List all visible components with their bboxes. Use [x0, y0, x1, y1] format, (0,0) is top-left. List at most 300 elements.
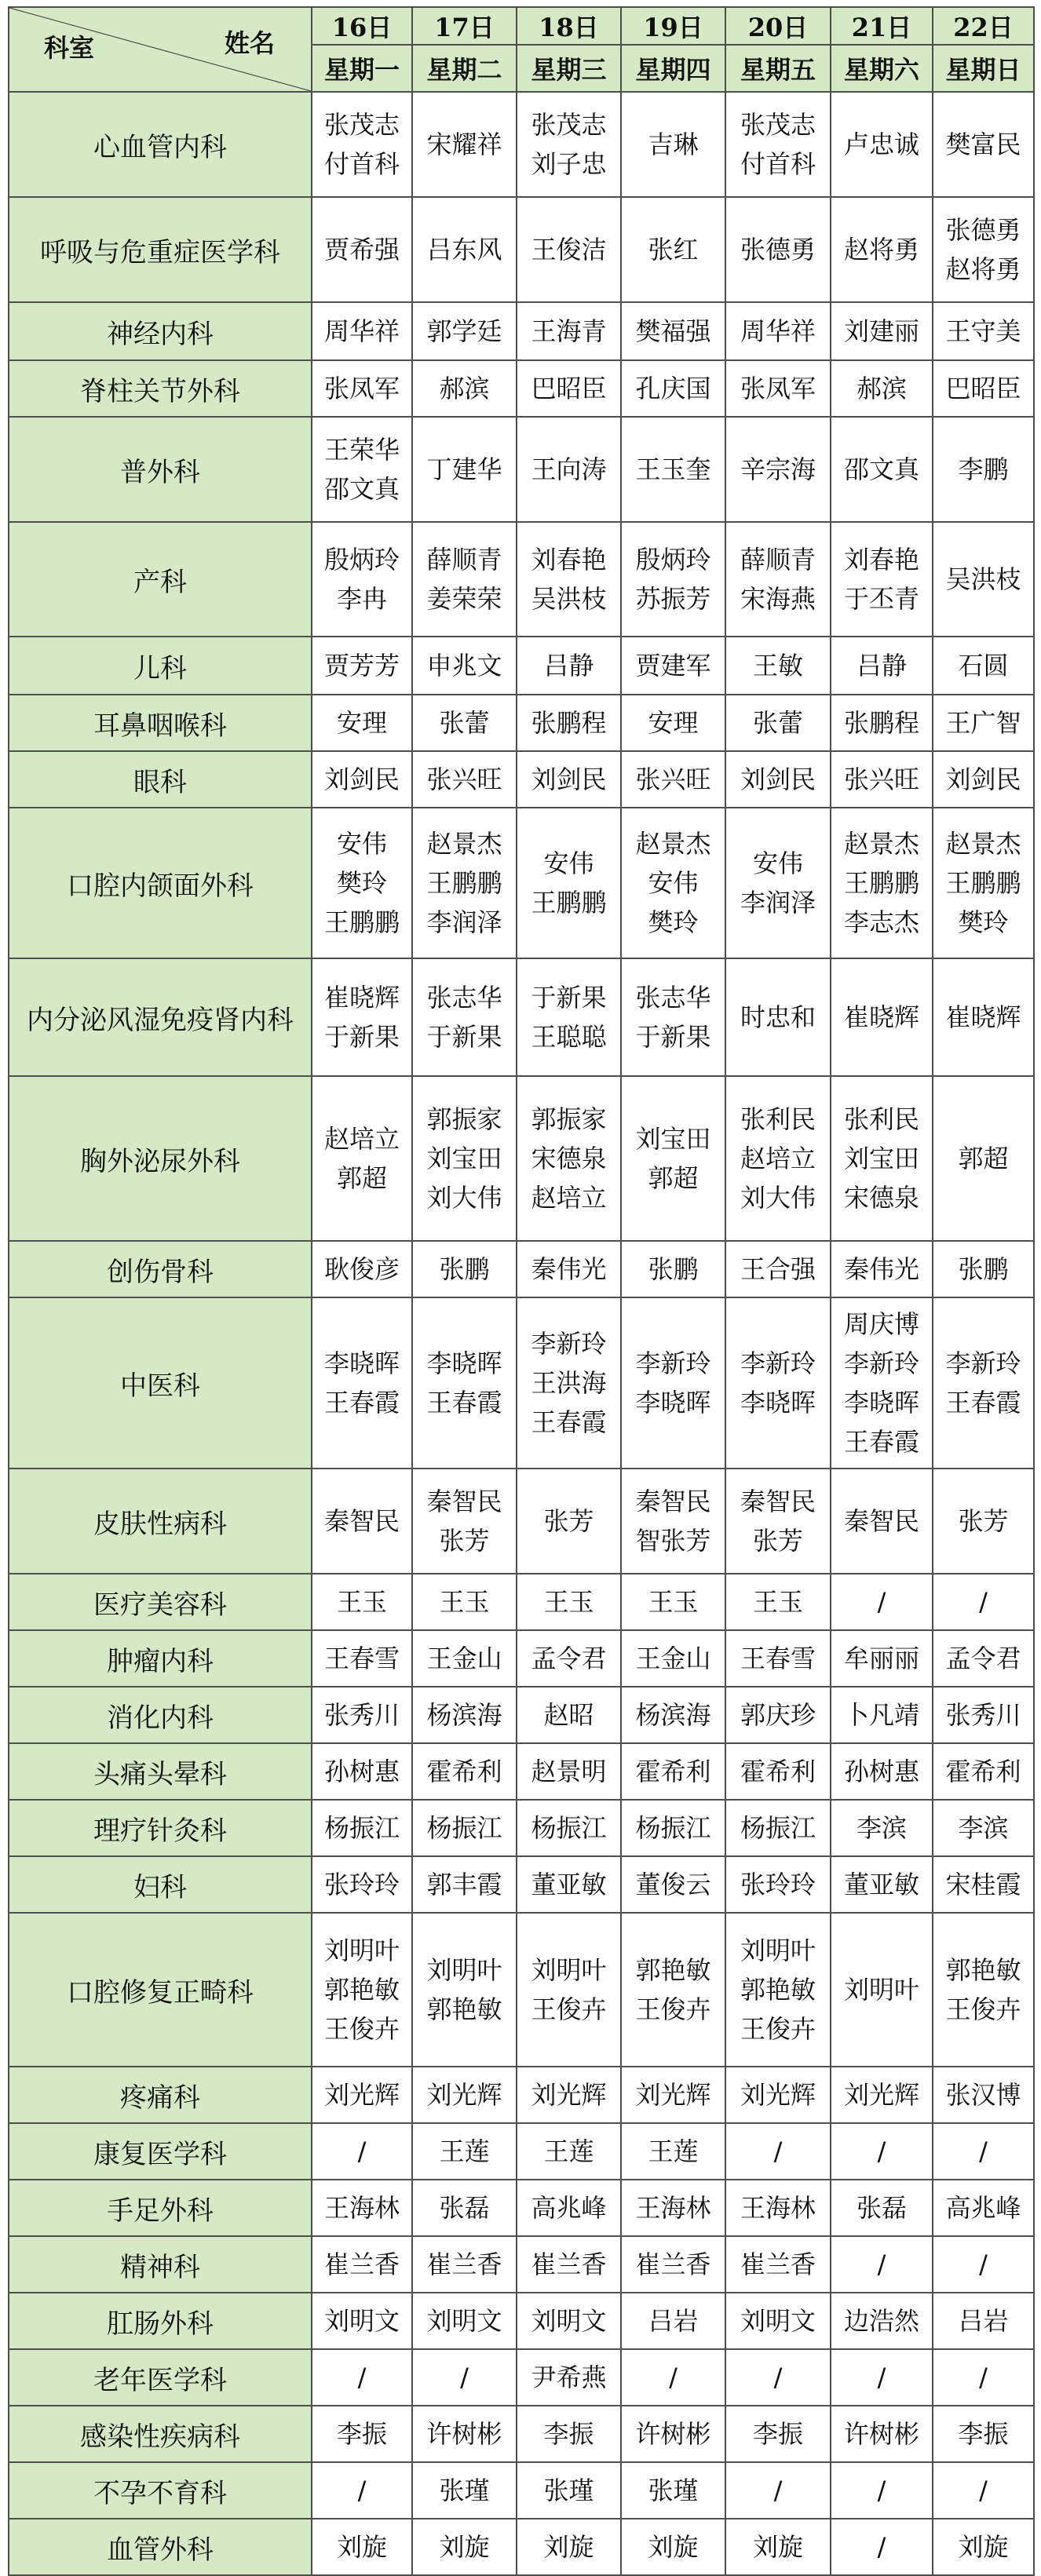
doctor-name: / [877, 2249, 886, 2279]
doctor-name: 王春霞 [843, 1427, 919, 1457]
duty-cell [831, 197, 933, 302]
duty-cell [412, 958, 517, 1076]
duty-cell [312, 1743, 412, 1800]
doctor-name: 张蕾 [752, 708, 803, 738]
duty-cell [412, 302, 517, 360]
doctor-name: 秦伟光 [843, 1254, 919, 1284]
doctor-name: / [877, 2532, 886, 2562]
duty-cell [933, 1743, 1034, 1800]
duty-cell [412, 1297, 517, 1469]
duty-cell [517, 2462, 621, 2519]
doctor-name: 刘光辉 [531, 2080, 607, 2110]
doctor-name: 王鹏鹏 [531, 888, 607, 918]
duty-cell [517, 302, 621, 360]
doctor-name: 孟令君 [945, 1644, 1021, 1673]
doctor-name: 贾希强 [323, 235, 400, 265]
doctor-name: 张兴旺 [843, 764, 919, 794]
schedule-container [8, 6, 1033, 2576]
doctor-name: 郭振家 [531, 1104, 607, 1134]
doctor-name: 张磊 [856, 2193, 907, 2223]
duty-cell [725, 1856, 831, 1913]
weekday-header: 星期一 [312, 45, 412, 92]
department-name: 创伤骨科 [9, 1241, 312, 1297]
doctor-name: / [877, 2363, 886, 2392]
doctor-name: 秦伟光 [531, 1254, 607, 1284]
duty-cell [933, 695, 1034, 751]
duty-cell [725, 1687, 831, 1743]
department-name: 胸外泌尿外科 [9, 1076, 312, 1241]
duty-cell [517, 417, 621, 522]
department-name: 神经内科 [9, 302, 312, 360]
doctor-name: 王鹏鹏 [945, 868, 1021, 898]
doctor-name: 李晓晖 [323, 1348, 400, 1378]
doctor-name: 王金山 [635, 1644, 711, 1673]
doctor-name: 李晓晖 [843, 1388, 919, 1418]
doctor-name: 张磊 [439, 2193, 490, 2223]
duty-cell [933, 1630, 1034, 1687]
table-row [9, 302, 1034, 360]
department-name: 康复医学科 [9, 2123, 312, 2180]
duty-cell [312, 2123, 412, 2180]
department-name: 感染性疾病科 [9, 2406, 312, 2462]
doctor-name: 贾芳芳 [323, 651, 400, 680]
table-row [9, 2462, 1034, 2519]
doctor-name: 王玉 [752, 1587, 803, 1617]
duty-cell [831, 1630, 933, 1687]
duty-cell [621, 751, 725, 808]
duty-cell [312, 1469, 412, 1574]
duty-cell [933, 1297, 1034, 1469]
doctor-name: 郭艳敏 [945, 1955, 1021, 1985]
duty-cell [831, 2349, 933, 2406]
doctor-name: 刘宝田 [843, 1144, 919, 1173]
duty-cell [412, 92, 517, 197]
duty-cell [412, 1241, 517, 1297]
corner-label-department: 科室 [44, 33, 95, 63]
doctor-name: 张志华 [426, 983, 502, 1013]
department-name: 疼痛科 [9, 2067, 312, 2123]
doctor-name: 宋德泉 [531, 1144, 607, 1173]
doctor-name: 孔庆国 [635, 374, 711, 403]
doctor-name: 崔兰香 [531, 2249, 607, 2279]
doctor-name: 王玉 [543, 1587, 594, 1617]
duty-cell [831, 2123, 933, 2180]
doctor-name: 王广智 [945, 708, 1021, 738]
doctor-name: 张茂志 [323, 110, 400, 140]
doctor-name: 樊玲 [648, 907, 699, 937]
duty-cell [725, 522, 831, 637]
duty-cell [933, 2180, 1034, 2236]
date-header: 17日 [412, 7, 517, 45]
doctor-name: 李润泽 [740, 888, 816, 918]
doctor-name: 刘宝田 [635, 1124, 711, 1154]
duty-cell [312, 1800, 412, 1856]
duty-cell [933, 92, 1034, 197]
duty-cell [412, 360, 517, 417]
doctor-name: 姜荣荣 [426, 584, 502, 614]
table-row [9, 1913, 1034, 2067]
table-row [9, 637, 1034, 695]
department-name: 呼吸与危重症医学科 [9, 197, 312, 302]
duty-cell [621, 1800, 725, 1856]
weekday-header: 星期四 [621, 45, 725, 92]
duty-cell [933, 1800, 1034, 1856]
table-row [9, 1800, 1034, 1856]
doctor-name: 李晓晖 [635, 1388, 711, 1418]
doctor-name: 张秀川 [945, 1700, 1021, 1730]
doctor-name: 刘旋 [648, 2532, 699, 2562]
doctor-name: 王敏 [752, 651, 803, 680]
doctor-name: 巴昭臣 [531, 374, 607, 403]
doctor-name: 安伟 [648, 868, 699, 898]
doctor-name: / [877, 2476, 886, 2505]
doctor-name: 申兆文 [426, 651, 502, 680]
duty-cell [517, 958, 621, 1076]
doctor-name: 霍希利 [945, 1757, 1021, 1786]
doctor-name: 吕岩 [648, 2306, 699, 2336]
duty-cell [725, 2236, 831, 2293]
duty-cell [831, 1743, 933, 1800]
department-name: 皮肤性病科 [9, 1469, 312, 1574]
duty-cell [933, 522, 1034, 637]
duty-cell [621, 2406, 725, 2462]
duty-cell [933, 2462, 1034, 2519]
department-name: 儿科 [9, 637, 312, 695]
duty-cell [621, 1687, 725, 1743]
weekday-header: 星期六 [831, 45, 933, 92]
duty-cell [725, 1743, 831, 1800]
doctor-name: 王鹏鹏 [323, 907, 400, 937]
duty-cell [412, 2349, 517, 2406]
doctor-name: 张茂志 [740, 110, 816, 140]
duty-cell [725, 1469, 831, 1574]
duty-cell [517, 1630, 621, 1687]
doctor-name: 赵景杰 [635, 829, 711, 859]
duty-cell [517, 1913, 621, 2067]
duty-cell [312, 2519, 412, 2575]
doctor-name: / [773, 2136, 783, 2166]
date-header: 16日 [312, 7, 412, 45]
department-name: 头痛头晕科 [9, 1743, 312, 1800]
doctor-name: 孟令君 [531, 1644, 607, 1673]
duty-cell [412, 2406, 517, 2462]
duty-cell [412, 2067, 517, 2123]
doctor-name: 王海青 [531, 316, 607, 346]
duty-cell [725, 751, 831, 808]
duty-cell [412, 2180, 517, 2236]
doctor-name: 殷炳玲 [635, 545, 711, 575]
doctor-name: 智张芳 [635, 1526, 711, 1556]
doctor-name: 李晓晖 [426, 1348, 502, 1378]
doctor-name: 高兆峰 [945, 2193, 1021, 2223]
duty-cell [312, 302, 412, 360]
doctor-name: 王守美 [945, 316, 1021, 346]
doctor-name: / [773, 2476, 783, 2505]
department-name: 眼科 [9, 751, 312, 808]
doctor-name: 刘光辉 [740, 2080, 816, 2110]
duty-cell [831, 302, 933, 360]
duty-cell [517, 1856, 621, 1913]
duty-cell [517, 1297, 621, 1469]
duty-cell [725, 2123, 831, 2180]
duty-cell [725, 2180, 831, 2236]
department-name: 耳鼻咽喉科 [9, 695, 312, 751]
duty-cell [725, 360, 831, 417]
doctor-name: 刘光辉 [426, 2080, 502, 2110]
doctor-name: 孙树惠 [323, 1757, 400, 1786]
doctor-name: 赵昭 [543, 1700, 594, 1730]
duty-cell [412, 808, 517, 958]
duty-cell [831, 1241, 933, 1297]
duty-cell [725, 808, 831, 958]
doctor-name: 宋桂霞 [945, 1870, 1021, 1899]
doctor-name: 李新玲 [635, 1348, 711, 1378]
doctor-name: 王玉 [439, 1587, 490, 1617]
duty-cell [621, 2519, 725, 2575]
duty-cell [831, 417, 933, 522]
doctor-name: 丁建华 [426, 454, 502, 484]
duty-cell [933, 2293, 1034, 2349]
doctor-name: 李振 [752, 2419, 803, 2449]
doctor-name: 赵培立 [531, 1183, 607, 1213]
duty-cell [725, 2406, 831, 2462]
doctor-name: 付首科 [323, 149, 400, 179]
duty-cell [412, 2293, 517, 2349]
doctor-name: 于新果 [426, 1022, 502, 1052]
doctor-name: 杨振江 [531, 1813, 607, 1843]
doctor-name: 刘剑民 [740, 764, 816, 794]
duty-cell [312, 92, 412, 197]
duty-cell [621, 2067, 725, 2123]
department-name: 不孕不育科 [9, 2462, 312, 2519]
department-name: 口腔修复正畸科 [9, 1913, 312, 2067]
doctor-name: 张瑾 [543, 2476, 594, 2505]
duty-cell [933, 751, 1034, 808]
doctor-name: 王春霞 [531, 1407, 607, 1437]
duty-cell [621, 1241, 725, 1297]
doctor-name: 秦智民 [740, 1487, 816, 1516]
doctor-name: 张鹏 [439, 1254, 490, 1284]
doctor-name: 周华祥 [323, 316, 400, 346]
duty-cell [621, 2349, 725, 2406]
duty-cell [412, 1687, 517, 1743]
doctor-name: 王莲 [648, 2136, 699, 2166]
duty-cell [621, 695, 725, 751]
duty-cell [312, 2349, 412, 2406]
doctor-name: 李新玲 [843, 1348, 919, 1378]
doctor-name: 郭学廷 [426, 316, 502, 346]
duty-cell [312, 2180, 412, 2236]
duty-cell [517, 1076, 621, 1241]
table-row [9, 695, 1034, 751]
table-row [9, 1574, 1034, 1630]
doctor-name: 张凤军 [740, 374, 816, 403]
doctor-name: 吉琳 [648, 130, 699, 159]
duty-cell [517, 197, 621, 302]
doctor-name: 苏振芳 [635, 584, 711, 614]
duty-cell [933, 417, 1034, 522]
doctor-name: 刘光辉 [635, 2080, 711, 2110]
duty-cell [621, 2123, 725, 2180]
duty-cell [621, 808, 725, 958]
doctor-name: 宋海燕 [740, 584, 816, 614]
duty-cell [933, 1856, 1034, 1913]
duty-cell [517, 751, 621, 808]
doctor-name: 郭丰霞 [426, 1870, 502, 1899]
doctor-name: 郭艳敏 [635, 1955, 711, 1985]
doctor-name: 崔晓辉 [945, 1002, 1021, 1032]
duty-cell [933, 637, 1034, 695]
duty-cell [312, 808, 412, 958]
doctor-name: 刘光辉 [843, 2080, 919, 2110]
schedule-body [9, 92, 1034, 2575]
duty-cell [933, 197, 1034, 302]
duty-cell [621, 1913, 725, 2067]
duty-cell [621, 637, 725, 695]
duty-cell [933, 1241, 1034, 1297]
duty-cell [312, 1687, 412, 1743]
doctor-name: 吴洪枝 [945, 564, 1021, 594]
doctor-name: 刘旋 [543, 2532, 594, 2562]
duty-cell [725, 695, 831, 751]
doctor-name: 辛宗海 [740, 454, 816, 484]
doctor-name: 张鹏程 [531, 708, 607, 738]
doctor-name: 郝滨 [439, 374, 490, 403]
duty-cell [412, 1913, 517, 2067]
duty-cell [312, 2067, 412, 2123]
duty-cell [933, 2406, 1034, 2462]
doctor-name: 李新玲 [740, 1348, 816, 1378]
doctor-name: 樊玲 [336, 868, 387, 898]
table-row [9, 1469, 1034, 1574]
table-row [9, 417, 1034, 522]
doctor-name: 王海林 [740, 2193, 816, 2223]
doctor-name: 王俊卉 [323, 2014, 400, 2044]
doctor-name: 刘明叶 [740, 1936, 816, 1965]
doctor-name: 刘明叶 [426, 1955, 502, 1985]
duty-cell [517, 1800, 621, 1856]
doctor-name: 宋德泉 [843, 1183, 919, 1213]
duty-cell [725, 958, 831, 1076]
duty-cell [517, 695, 621, 751]
duty-cell [621, 2293, 725, 2349]
doctor-name: 于新果 [531, 983, 607, 1013]
duty-cell [412, 197, 517, 302]
doctor-name: 卜凡靖 [843, 1700, 919, 1730]
weekday-header: 星期三 [517, 45, 621, 92]
doctor-name: 刘明叶 [531, 1955, 607, 1985]
doctor-name: 安伟 [752, 848, 803, 878]
doctor-name: 张鹏 [648, 1254, 699, 1284]
duty-cell [621, 2462, 725, 2519]
doctor-name: 王荣华 [323, 435, 400, 465]
doctor-name: 刘子忠 [531, 149, 607, 179]
doctor-name: 张蕾 [439, 708, 490, 738]
duty-cell [312, 1076, 412, 1241]
duty-cell [831, 808, 933, 958]
doctor-name: 刘春艳 [531, 545, 607, 575]
duty-cell [312, 2293, 412, 2349]
duty-cell [621, 197, 725, 302]
duty-cell [621, 360, 725, 417]
doctor-name: 王洪海 [531, 1368, 607, 1398]
doctor-name: 张利民 [843, 1104, 919, 1134]
department-name: 产科 [9, 522, 312, 637]
header-date-row [9, 7, 1034, 45]
duty-cell [831, 1856, 933, 1913]
duty-cell [831, 1297, 933, 1469]
doctor-name: 耿俊彦 [323, 1254, 400, 1284]
doctor-name: 吕静 [856, 651, 907, 680]
doctor-name: 崔兰香 [740, 2249, 816, 2279]
doctor-name: / [979, 2249, 988, 2279]
duty-cell [312, 1913, 412, 2067]
doctor-name: 王鹏鹏 [426, 868, 502, 898]
duty-cell [412, 1630, 517, 1687]
doctor-name: 张芳 [752, 1526, 803, 1556]
duty-cell [621, 302, 725, 360]
duty-cell [725, 2519, 831, 2575]
doctor-name: 杨滨海 [426, 1700, 502, 1730]
duty-cell [831, 2180, 933, 2236]
doctor-name: 李振 [336, 2419, 387, 2449]
doctor-name: 张红 [648, 235, 699, 265]
duty-cell [312, 360, 412, 417]
doctor-name: 王春霞 [323, 1388, 400, 1418]
doctor-name: 崔兰香 [635, 2249, 711, 2279]
duty-cell [621, 522, 725, 637]
doctor-name: 李滨 [856, 1813, 907, 1843]
doctor-name: 许树彬 [843, 2419, 919, 2449]
duty-cell [621, 1630, 725, 1687]
department-name: 手足外科 [9, 2180, 312, 2236]
duty-cell [412, 2123, 517, 2180]
doctor-name: 王春雪 [740, 1644, 816, 1673]
doctor-name: 崔兰香 [426, 2249, 502, 2279]
doctor-name: 张茂志 [531, 110, 607, 140]
duty-cell [517, 1687, 621, 1743]
duty-cell [621, 2180, 725, 2236]
doctor-name: 刘剑民 [531, 764, 607, 794]
department-name: 精神科 [9, 2236, 312, 2293]
doctor-name: 王俊卉 [531, 1994, 607, 2024]
doctor-name: 刘光辉 [323, 2080, 400, 2110]
duty-cell [831, 958, 933, 1076]
doctor-name: 尹希燕 [531, 2363, 607, 2392]
doctor-name: 卢忠诚 [843, 130, 919, 159]
duty-cell [517, 360, 621, 417]
doctor-name: 刘建丽 [843, 316, 919, 346]
doctor-name: 郭庆珍 [740, 1700, 816, 1730]
doctor-name: 刘旋 [752, 2532, 803, 2562]
doctor-name: 崔晓辉 [323, 983, 400, 1013]
doctor-name: 孙树惠 [843, 1757, 919, 1786]
doctor-name: 刘明叶 [843, 1975, 919, 2005]
duty-cell [725, 1800, 831, 1856]
doctor-name: 张德勇 [945, 215, 1021, 245]
doctor-name: 王春霞 [945, 1388, 1021, 1418]
duty-cell [831, 2519, 933, 2575]
duty-cell [725, 1913, 831, 2067]
doctor-name: 张秀川 [323, 1700, 400, 1730]
duty-cell [621, 958, 725, 1076]
doctor-name: 周华祥 [740, 316, 816, 346]
doctor-name: 董俊云 [635, 1870, 711, 1899]
duty-cell [412, 1743, 517, 1800]
doctor-name: 邵文真 [843, 454, 919, 484]
table-row [9, 1630, 1034, 1687]
doctor-name: 郭振家 [426, 1104, 502, 1134]
